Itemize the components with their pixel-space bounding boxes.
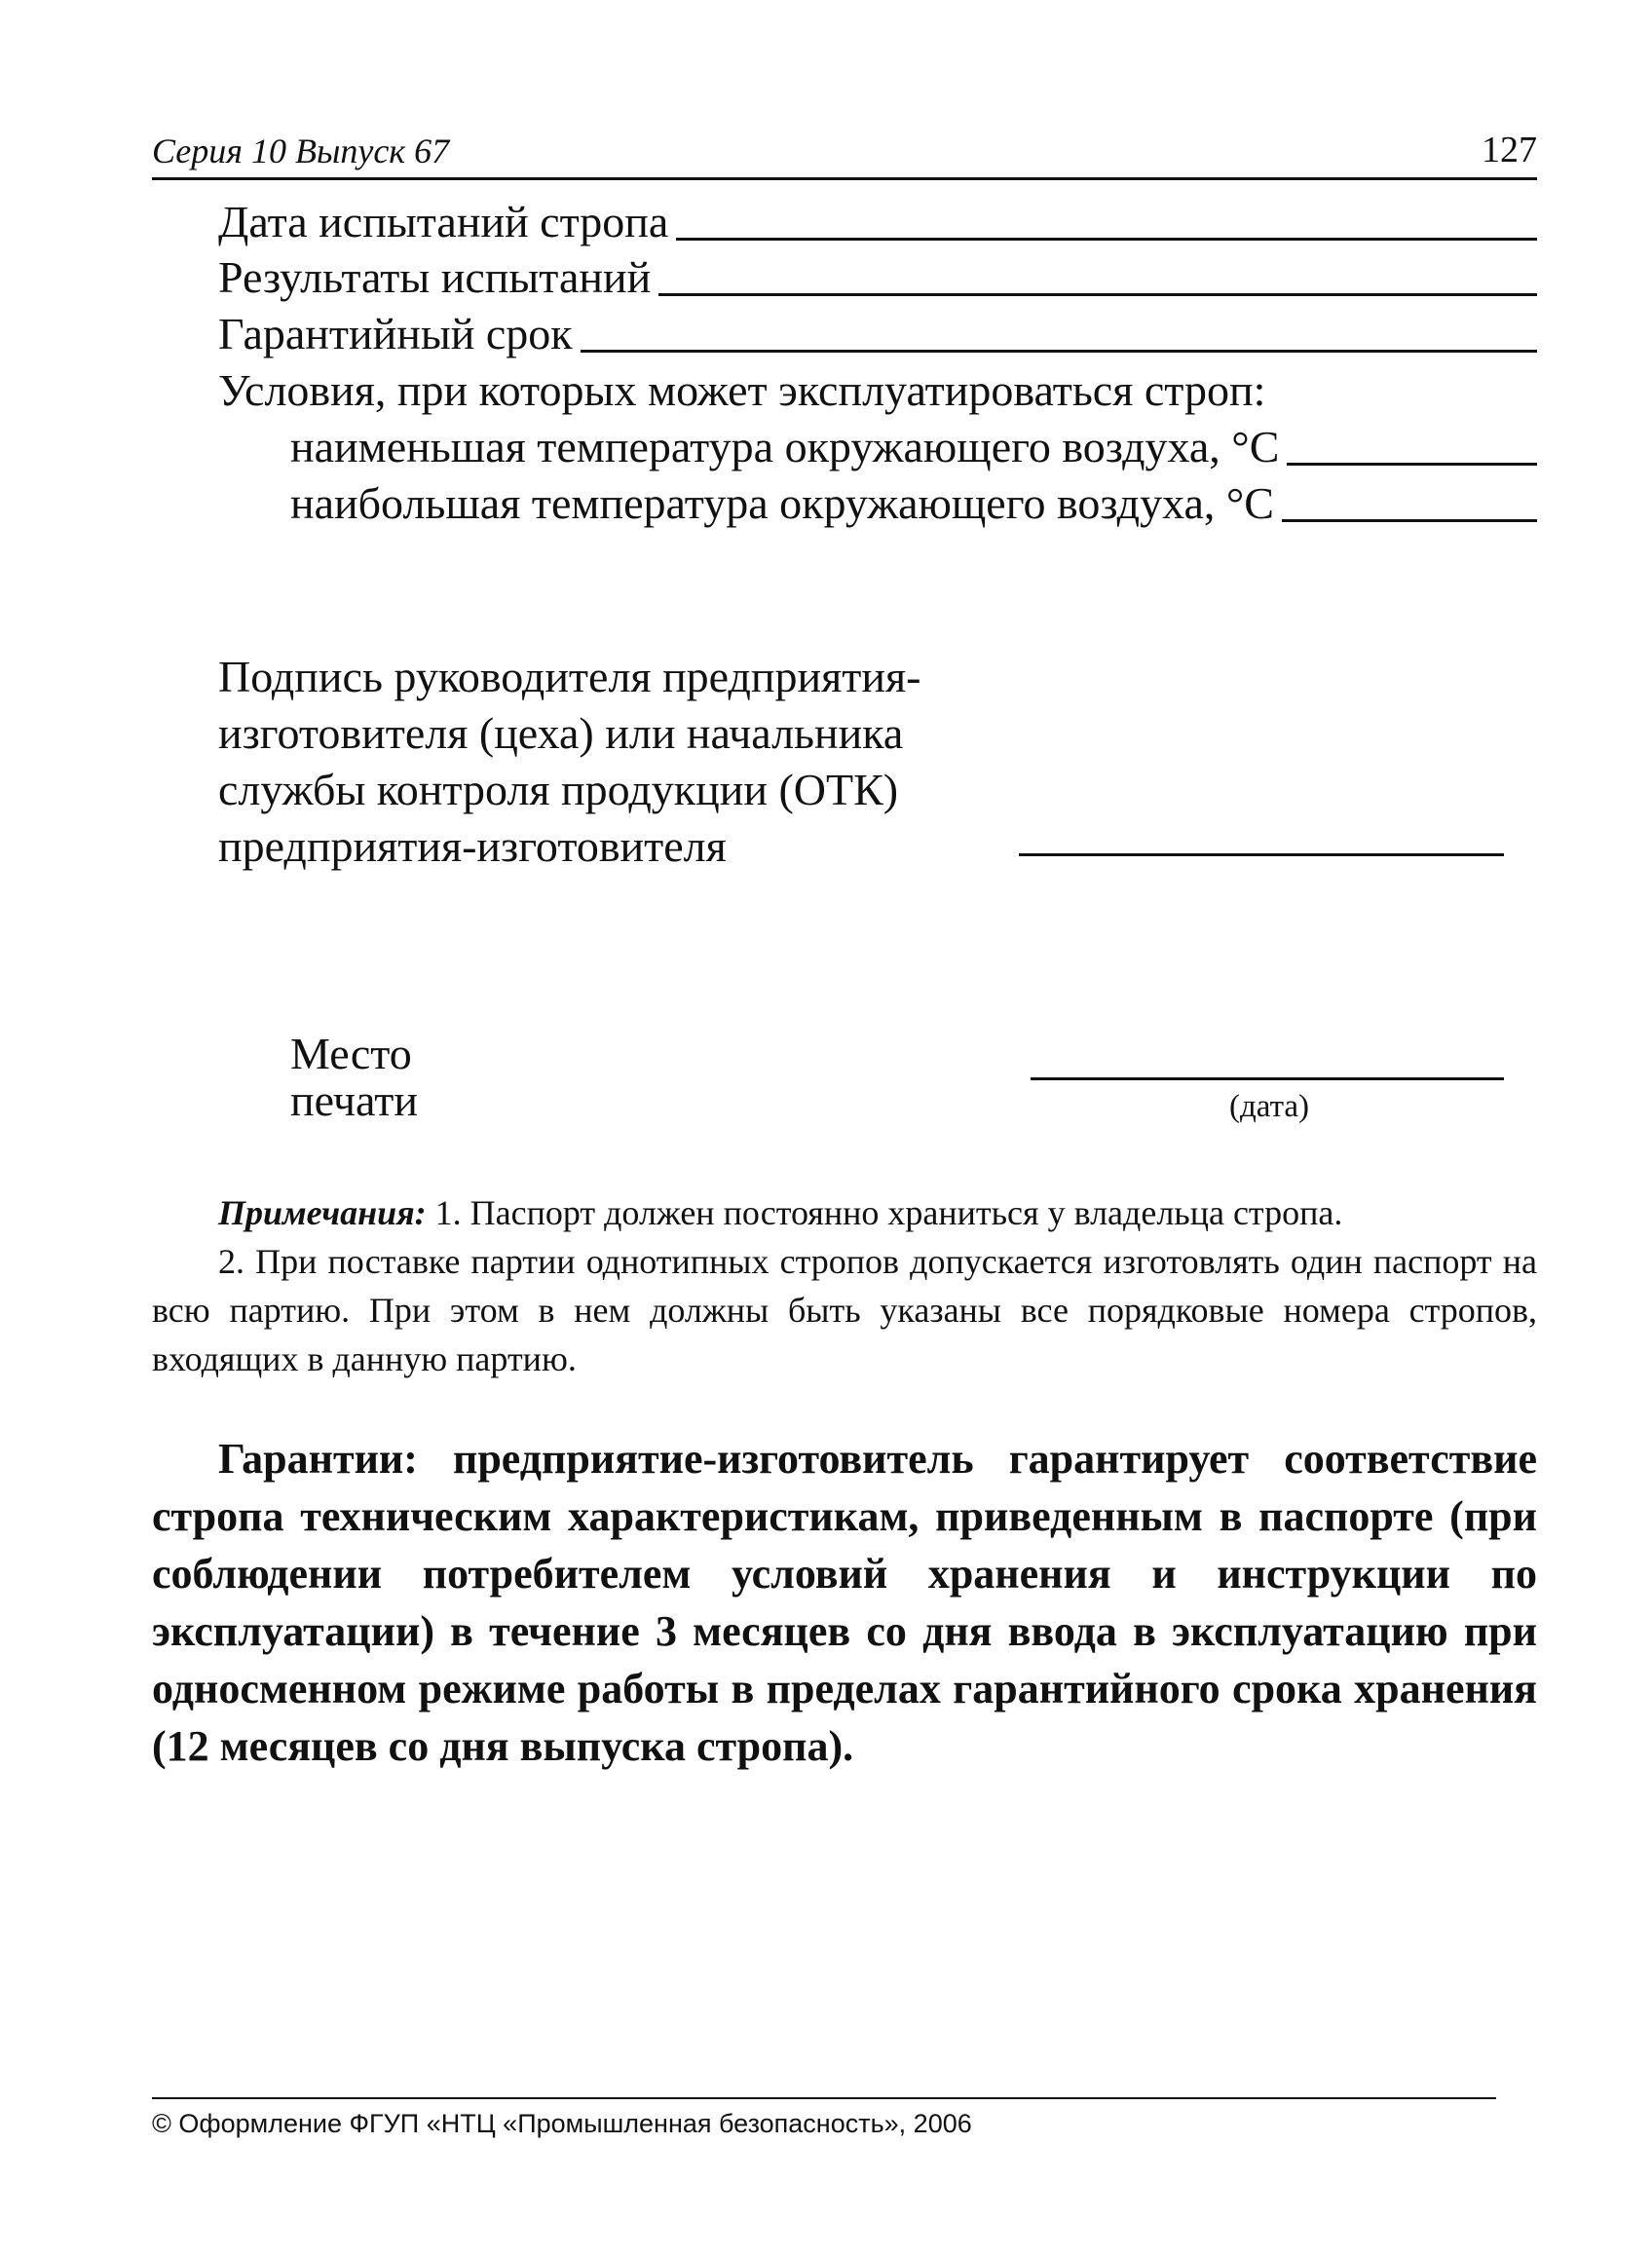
seal-label-line-2: печати — [290, 1075, 418, 1125]
notes-section — [152, 1188, 1537, 1383]
note-2: 2. При поставке партии однотипных стропов допускается изготовлять один паспорт на всю партию. При этом в нем должны быть указаны все порядковые номера стропов, входящих в данную партию. — [152, 1242, 1537, 1378]
page-number: 127 — [1482, 130, 1537, 170]
min-temp-blank-line — [1287, 463, 1537, 466]
operating-conditions-heading: Условия, при которых может эксплуатироваться строп: — [218, 365, 1266, 415]
guarantee-paragraph: Гарантии: предприятие-изготовитель гарантирует соответствие стропа техническим характеристикам, приведенным в паспорте (при соблюдении потребителем условий хранения и инструкции по эксплуатации) в течение 3 месяцев со дня ввода в эксплуатацию при односменном режиме работы в пределах гарантийного срока хранения (12 месяцев со дня выпуска стропа). — [152, 1435, 1537, 1770]
running-header — [152, 127, 1537, 180]
signature-line-3: службы контроля продукции (ОТК) — [218, 765, 899, 814]
date-caption: (дата) — [1229, 1089, 1310, 1124]
notes-label: Примечания: — [218, 1193, 427, 1232]
footer-rule — [152, 2097, 1496, 2099]
signature-line-2: изготовителя (цеха) или начальника — [218, 708, 904, 758]
signature-line-1: Подпись руководителя предприятия- — [218, 652, 921, 701]
test-results-label: Результаты испытаний — [218, 252, 652, 302]
min-temp-label: наименьшая температура окружающего воздуха, °C — [290, 422, 1280, 471]
seal-place — [290, 1031, 418, 1124]
min-temp-row — [290, 422, 1537, 471]
signature-line-4: предприятия-изготовителя — [218, 821, 727, 871]
max-temp-blank-line — [1282, 519, 1537, 522]
footer-copyright: © Оформление ФГУП «НТЦ «Промышленная безопасность», 2006 — [152, 2109, 972, 2138]
test-date-blank-line — [676, 238, 1537, 241]
warranty-period-label: Гарантийный срок — [218, 309, 573, 358]
signature-block — [218, 649, 1056, 875]
test-date-row — [218, 197, 1537, 246]
signature-blank-line — [1019, 853, 1504, 856]
max-temp-label: наибольшая температура окружающего воздуха, °C — [290, 478, 1274, 528]
seal-label-line-1: Место — [290, 1029, 412, 1078]
series-title: Серия 10 Выпуск 67 — [152, 132, 450, 170]
note-1 — [152, 1188, 1537, 1237]
date-blank-line — [1031, 1077, 1504, 1080]
max-temp-row — [290, 478, 1537, 528]
test-results-blank-line — [658, 293, 1537, 296]
warranty-period-blank-line — [581, 350, 1537, 353]
note-1-text: 1. Паспорт должен постоянно храниться у владельца стропа. — [434, 1193, 1343, 1232]
warranty-period-row — [218, 309, 1537, 358]
test-date-label: Дата испытаний стропа — [218, 197, 669, 246]
test-results-row — [218, 252, 1537, 302]
